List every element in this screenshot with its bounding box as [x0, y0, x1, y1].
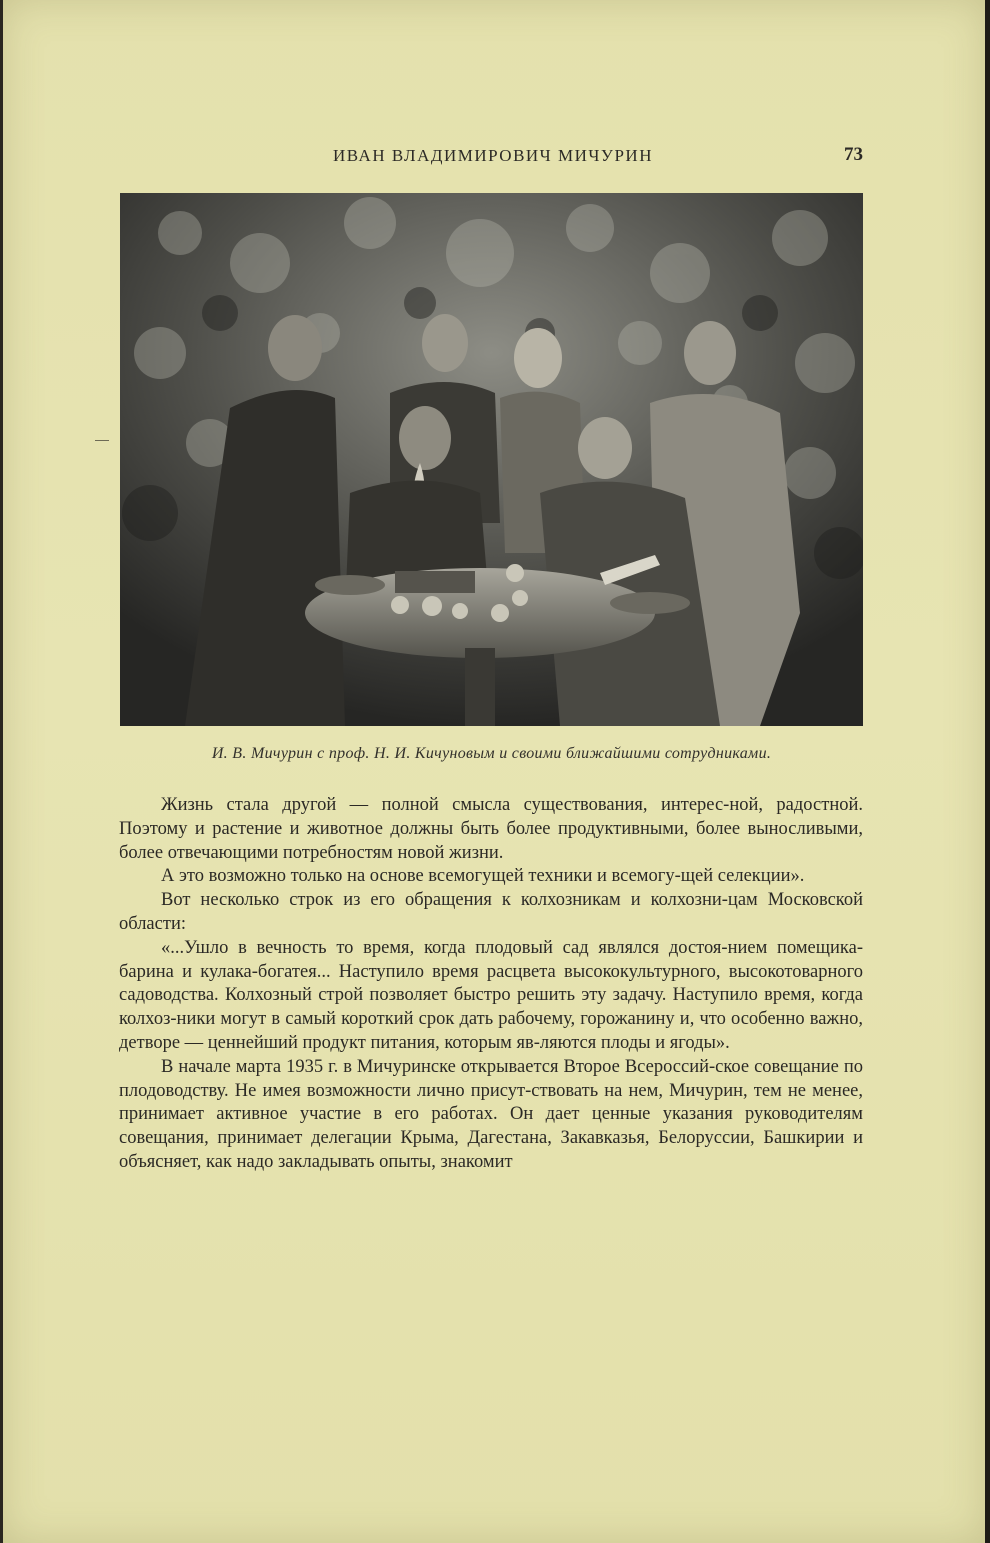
running-head: [123, 146, 863, 170]
book-page: [3, 0, 985, 1543]
photograph-illustration: [120, 193, 863, 726]
page-number: 73: [844, 144, 863, 165]
paragraph: А это возможно только на основе всемогущей техники и всемогу-щей селекции».: [161, 866, 805, 887]
body-text: [119, 794, 863, 1175]
paragraph: Жизнь стала другой — полной смысла существования, интерес-ной, радостной. Поэтому и растение и животное должны быть более продуктивными, более выносливыми, более отвечающими потребностям новой жизни.: [119, 795, 863, 863]
running-title: ИВАН ВЛАДИМИРОВИЧ МИЧУРИН: [333, 146, 653, 165]
figure-caption: И. В. Мичурин с проф. Н. И. Кичуновым и своими ближайшими сотрудниками.: [211, 745, 772, 762]
scan-edge: [985, 0, 990, 1543]
paragraph: «...Ушло в вечность то время, когда плодовый сад являлся достоя-нием помещика-барина и кулака-богатея... Наступило время расцвета высококультурного, высокотоварного садоводства. Колхозный строй позволяет быстро решить эту задачу. Наступило время, когда колхоз-ники могут в самый короткий срок дать рабочему, горожанину и, что особенно важно, детворе — ценнейший продукт питания, которым яв-ляются плоды и ягоды».: [119, 937, 863, 1053]
group-photograph: [120, 193, 863, 726]
margin-mark: [95, 440, 109, 441]
paragraph: В начале марта 1935 г. в Мичуринске открывается Второе Всероссий-ское совещание по плодоводству. Не имея возможности лично присут-ствовать на нем, Мичурин, тем не менее, принимает активное участие в его работах. Он дает ценные указания руководителям совещания, принимает делегации Крыма, Дагестана, Закавказья, Белоруссии, Башкирии и объясняет, как надо закладывать опыты, знакомит: [119, 1056, 863, 1172]
paragraph: Вот несколько строк из его обращения к колхозникам и колхозни-цам Московской области:: [119, 890, 863, 934]
